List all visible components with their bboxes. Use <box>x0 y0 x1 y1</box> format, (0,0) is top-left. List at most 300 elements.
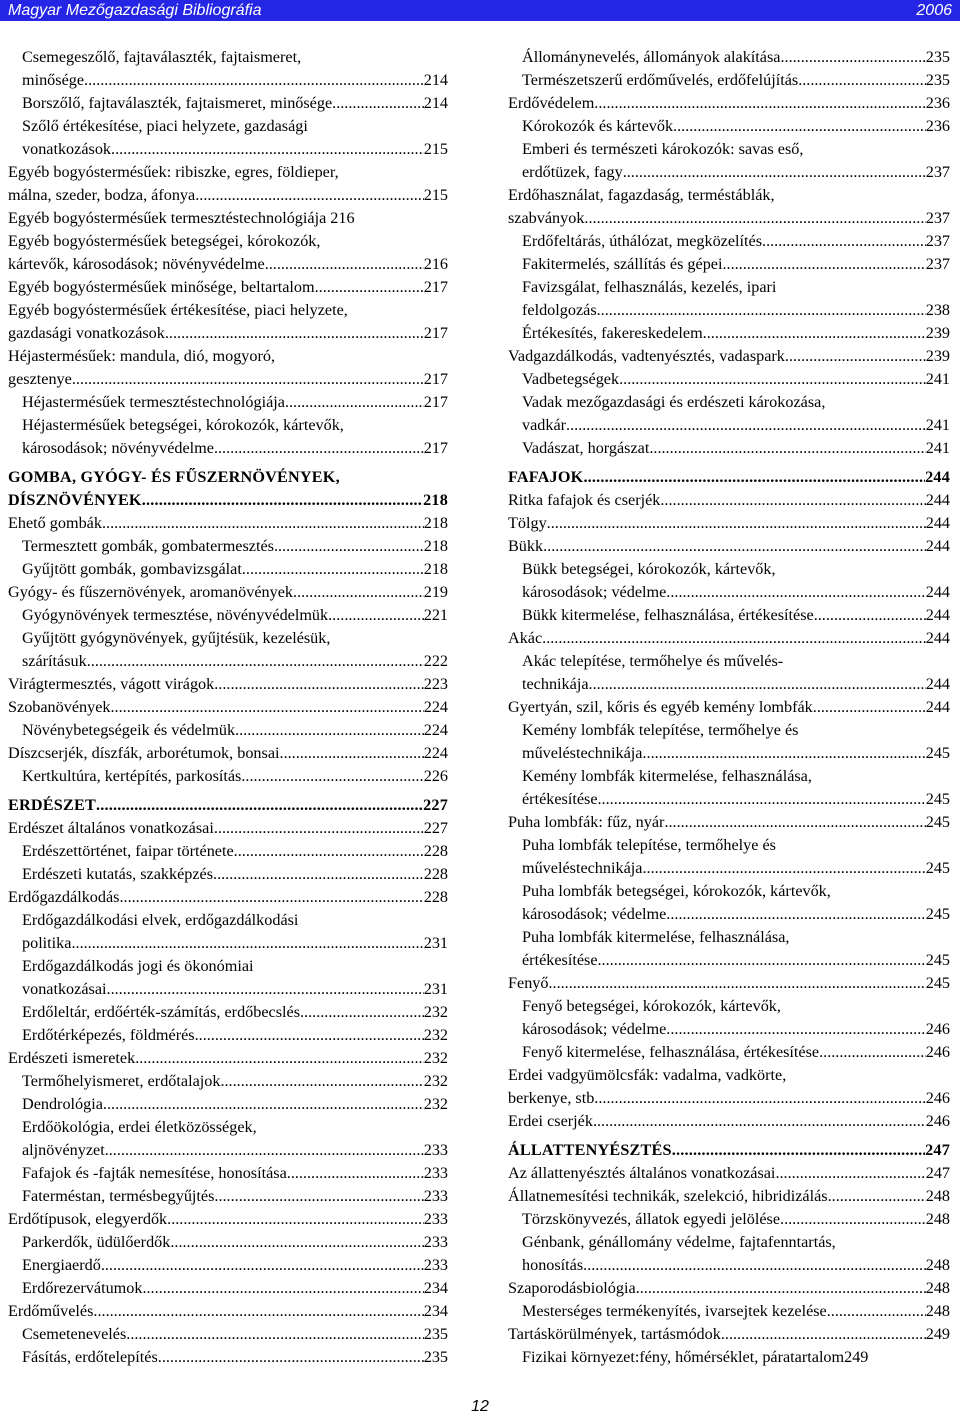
toc-entry <box>508 811 950 834</box>
entry-title: Fenyő <box>508 974 549 992</box>
entry-title: Növénybetegségeik és védelmük <box>22 721 236 739</box>
toc-entry <box>508 46 950 69</box>
dot-leader <box>583 1254 926 1277</box>
right-column <box>508 46 950 1369</box>
entry-title: feldolgozás <box>522 301 597 319</box>
dot-leader <box>664 811 925 834</box>
toc-entry <box>508 880 950 903</box>
entry-title: Emberi és természeti károkozók: savas eső, <box>522 140 804 158</box>
entry-title: Dendrológia <box>22 1095 103 1113</box>
entry-title: Vadak mezőgazdasági és erdészeti károkozása, <box>522 393 826 411</box>
toc-entry <box>8 253 448 276</box>
entry-title: Egyéb bogyóstermésűek betegségei, kórokozók, <box>8 232 321 250</box>
toc-entry <box>508 949 950 972</box>
dot-leader <box>336 92 424 115</box>
dot-leader <box>722 253 925 276</box>
entry-title: károsodások; védelme <box>522 1020 667 1038</box>
page-ref: 214 <box>423 94 448 112</box>
toc-entry <box>508 1300 950 1323</box>
page-ref: 237 <box>925 255 950 273</box>
dot-leader <box>542 627 926 650</box>
toc-entry <box>508 1041 950 1064</box>
entry-title: Tölgy <box>508 514 547 532</box>
toc-entry <box>8 391 448 414</box>
dot-leader <box>300 1001 424 1024</box>
entry-title: Ritka fafajok és cserjék <box>508 491 661 509</box>
entry-title: ÁLLATTENYÉSZTÉS <box>508 1141 672 1159</box>
entry-title: Faterméstan, termésbegyűjtés <box>22 1187 215 1205</box>
entry-title: Kertkultúra, kertépítés, parkosítás <box>22 767 242 785</box>
entry-title: Akác <box>508 629 543 647</box>
page-ref: 237 <box>925 163 950 181</box>
section-heading <box>8 794 448 817</box>
page-ref: 234 <box>423 1279 448 1297</box>
dot-leader <box>649 437 925 460</box>
dot-leader <box>828 1185 926 1208</box>
page-ref: 215 <box>423 186 448 204</box>
dot-leader <box>280 742 424 765</box>
page-ref: 232 <box>423 1026 448 1044</box>
page-ref: 245 <box>925 859 950 877</box>
dot-leader <box>214 817 424 840</box>
entry-title: GOMBA, GYÓGY- ÉS FŰSZERNÖVÉNYEK, <box>8 468 340 486</box>
page-ref: 237 <box>925 232 950 250</box>
page-ref: 234 <box>423 1302 448 1320</box>
entry-title: Szobanövények <box>8 698 111 716</box>
toc-entry <box>8 1139 448 1162</box>
toc-entry <box>508 857 950 880</box>
page-ref: 216 <box>423 255 448 273</box>
entry-title: Értékesítés, fakereskedelem <box>522 324 703 342</box>
page-ref: 218 <box>423 514 448 532</box>
page-ref: 244 <box>925 629 950 647</box>
dot-leader <box>328 604 424 627</box>
page-number: 12 <box>471 1398 489 1415</box>
toc-entry <box>8 558 448 581</box>
entry-title: Fenyő betegségei, kórokozók, kártevők, <box>522 997 781 1015</box>
toc-entry <box>8 1277 448 1300</box>
toc-entry <box>8 1047 448 1070</box>
page-ref: 224 <box>423 744 448 762</box>
page-ref: 239 <box>925 347 950 365</box>
page-ref: 245 <box>925 813 950 831</box>
entry-title: Az állattenyésztés általános vonatkozásai <box>508 1164 776 1182</box>
dot-leader <box>543 535 926 558</box>
dot-leader <box>827 1300 926 1323</box>
dot-leader <box>287 1162 424 1185</box>
entry-title: Vadbetegségek <box>522 370 620 388</box>
toc-entry <box>508 535 950 558</box>
toc-entry <box>508 138 950 161</box>
toc-entry <box>508 604 950 627</box>
entry-title: szárításuk <box>22 652 87 670</box>
dot-leader <box>798 69 926 92</box>
toc-entry <box>508 414 950 437</box>
dot-leader <box>170 1231 423 1254</box>
page-ref: 217 <box>423 439 448 457</box>
entry-title: Fizikai környezet:fény, hőmérséklet, páratartalom249 <box>522 1348 869 1366</box>
dot-leader <box>126 1323 423 1346</box>
entry-title: Erdővédelem <box>508 94 595 112</box>
dot-leader <box>242 558 424 581</box>
page-ref: 246 <box>925 1089 950 1107</box>
page-ref: 244 <box>925 537 950 555</box>
dot-leader <box>285 391 424 414</box>
entry-title: Erdőgazdálkodás <box>8 888 120 906</box>
toc-entry <box>508 972 950 995</box>
toc-entry <box>508 1254 950 1277</box>
page-ref: 233 <box>423 1233 448 1251</box>
toc-entry <box>8 955 448 978</box>
toc-entry <box>8 627 448 650</box>
page-ref: 232 <box>423 1003 448 1021</box>
toc-entry <box>508 558 950 581</box>
dot-leader <box>814 604 926 627</box>
dot-leader <box>167 1208 424 1231</box>
toc-entry <box>508 1162 950 1185</box>
page-ref: 246 <box>925 1112 950 1130</box>
dot-leader <box>673 115 926 138</box>
toc-entry <box>508 345 950 368</box>
toc-entry <box>508 299 950 322</box>
entry-title: Erdőgazdálkodási elvek, erdőgazdálkodási <box>22 911 299 929</box>
entry-title: károsodások; védelme <box>522 583 667 601</box>
dot-leader <box>158 1346 424 1369</box>
page-ref: 244 <box>925 675 950 693</box>
dot-leader <box>214 1185 423 1208</box>
entry-title: Héjastermésűek termesztéstechnológiája <box>22 393 285 411</box>
dot-leader <box>213 863 424 886</box>
section-heading <box>8 489 448 512</box>
toc-entry <box>8 604 448 627</box>
page-ref: 228 <box>423 865 448 883</box>
entry-title: Egyéb bogyóstermésűek termesztéstechnológiája 216 <box>8 209 355 227</box>
toc-entry <box>8 535 448 558</box>
entry-title: Borszőlő, fajtaválaszték, fajtaismeret, minősége. <box>22 94 337 112</box>
toc-entry <box>8 1231 448 1254</box>
page-ref: 233 <box>423 1256 448 1274</box>
entry-title: erdőtüzek, fagy <box>522 163 623 181</box>
dot-leader <box>102 512 424 535</box>
page-ref: 233 <box>423 1164 448 1182</box>
dot-leader <box>265 253 424 276</box>
dot-leader <box>165 322 424 345</box>
entry-title: technikája <box>522 675 589 693</box>
page-ref: 246 <box>925 1043 950 1061</box>
toc-entry <box>8 1208 448 1231</box>
toc-entry <box>508 788 950 811</box>
page-ref: 224 <box>423 721 448 739</box>
entry-title: Fakitermelés, szállítás és gépei <box>522 255 723 273</box>
entry-title: FAFAJOK <box>508 468 584 486</box>
entry-title: Bükk kitermelése, felhasználása, értékesítése <box>522 606 814 624</box>
entry-title: Állománynevelés, állományok alakítása <box>522 48 781 66</box>
toc-entry <box>508 184 950 207</box>
dot-leader <box>105 1139 424 1162</box>
page-ref: 245 <box>925 974 950 992</box>
header-year: 2006 <box>916 2 952 19</box>
toc-entry <box>8 1024 448 1047</box>
page-ref: 244 <box>925 606 950 624</box>
entry-title: Erdőtérképezés, földmérés <box>22 1026 195 1044</box>
bibliography-title: Magyar Mezőgazdasági Bibliográfia <box>8 2 262 19</box>
entry-title: Erdőhasználat, fagazdaság, terméstáblák, <box>508 186 775 204</box>
entry-title: Erdőrezervátumok <box>22 1279 143 1297</box>
entry-title: Erdőművelés <box>8 1302 94 1320</box>
entry-title: Erdőgazdálkodás jogi és ökonómiai <box>22 957 254 975</box>
page-ref: 248 <box>925 1302 950 1320</box>
toc-entry <box>8 673 448 696</box>
toc-entry <box>8 1346 448 1369</box>
dot-leader <box>666 581 925 604</box>
dot-leader <box>619 368 926 391</box>
entry-title: Erdészeti ismeretek <box>8 1049 136 1067</box>
toc-entry <box>8 650 448 673</box>
page-ref: 237 <box>925 209 950 227</box>
toc-entry <box>508 512 950 535</box>
entry-title: Gyűjtött gyógynövények, gyűjtésük, kezelésük, <box>22 629 331 647</box>
entry-title: Fásítás, erdőtelepítés <box>22 1348 158 1366</box>
toc-entry <box>8 161 448 184</box>
toc-entry <box>8 230 448 253</box>
entry-title: Fenyő kitermelése, felhasználása, értékesítése <box>522 1043 820 1061</box>
page-ref: 244 <box>925 468 950 486</box>
dot-leader <box>72 368 424 391</box>
toc-entry <box>8 719 448 742</box>
entry-title: Csemegeszőlő, fajtaválaszték, fajtaismeret, <box>22 48 302 66</box>
page-ref: 248 <box>925 1210 950 1228</box>
page-ref: 249 <box>925 1325 950 1343</box>
toc-entry <box>508 673 950 696</box>
dot-leader <box>785 345 926 368</box>
toc-entry <box>508 1087 950 1110</box>
toc-entry <box>8 138 448 161</box>
dot-leader <box>101 1254 424 1277</box>
page-ref: 241 <box>925 439 950 457</box>
dot-leader <box>111 138 424 161</box>
toc-entry <box>8 1001 448 1024</box>
entry-title: kártevők, károsodások; növényvédelme <box>8 255 265 273</box>
entry-title: Parkerdők, üdülőerdők <box>22 1233 171 1251</box>
dot-leader <box>666 1018 925 1041</box>
page-ref: 247 <box>925 1141 950 1159</box>
toc-entry <box>8 512 448 535</box>
dot-leader <box>214 673 423 696</box>
toc-entry <box>508 1277 950 1300</box>
toc-entry <box>8 886 448 909</box>
toc-entry <box>508 276 950 299</box>
entry-title: Mesterséges termékenyítés, ivarsejtek kezelése <box>522 1302 827 1320</box>
dot-leader <box>721 1323 926 1346</box>
entry-title: Erdészettörténet, faipar története <box>22 842 234 860</box>
page-ref: 239 <box>925 324 950 342</box>
toc-entry <box>508 230 950 253</box>
page-ref: 214 <box>423 71 448 89</box>
entry-title: Erdőtípusok, elegyerdők <box>8 1210 168 1228</box>
dot-leader <box>584 207 925 230</box>
toc-entry <box>508 1323 950 1346</box>
entry-title: Energiaerdő <box>22 1256 101 1274</box>
toc-entry <box>508 650 950 673</box>
toc-entry <box>8 1254 448 1277</box>
entry-title: Erdei vadgyümölcsfák: vadalma, vadkörte, <box>508 1066 787 1084</box>
entry-title: honosítás <box>522 1256 584 1274</box>
entry-title: Kemény lombfák telepítése, termőhelye és <box>522 721 799 739</box>
entry-title: Puha lombfák kitermelése, felhasználása, <box>522 928 790 946</box>
page-ref: 245 <box>925 905 950 923</box>
dot-leader <box>583 466 925 489</box>
dot-leader <box>293 581 424 604</box>
dot-leader <box>119 886 423 909</box>
entry-title: minősége <box>22 71 85 89</box>
dot-leader <box>241 765 423 788</box>
entry-title: Akác telepítése, termőhelye és művelés- <box>522 652 784 670</box>
page-ref: 248 <box>925 1187 950 1205</box>
entry-title: Bükk <box>508 537 544 555</box>
dot-leader <box>703 322 926 345</box>
page-ref: 232 <box>423 1095 448 1113</box>
toc-entry <box>508 253 950 276</box>
dot-leader <box>111 696 424 719</box>
dot-leader <box>819 1041 926 1064</box>
dot-leader <box>666 903 925 926</box>
dot-leader <box>87 650 424 673</box>
entry-title: berkenye, stb. <box>508 1089 599 1107</box>
page-ref: 235 <box>423 1348 448 1366</box>
toc-entry <box>8 581 448 604</box>
toc-entry <box>508 834 950 857</box>
entry-title: Fafajok és -fajták nemesítése, honosítása <box>22 1164 287 1182</box>
dot-leader <box>93 1300 423 1323</box>
toc-entry <box>8 184 448 207</box>
toc-entry <box>8 414 448 437</box>
page-ref: 218 <box>423 491 448 509</box>
dot-leader <box>274 535 424 558</box>
entry-title: aljnövényzet <box>22 1141 105 1159</box>
toc-entry <box>8 1093 448 1116</box>
left-column <box>8 46 448 1369</box>
dot-leader <box>96 794 423 817</box>
page-ref: 217 <box>423 278 448 296</box>
toc-entry <box>8 69 448 92</box>
toc-entry <box>508 92 950 115</box>
page-ref: 246 <box>925 1020 950 1038</box>
entry-title: vadkár <box>522 416 567 434</box>
toc-entry <box>8 742 448 765</box>
dot-leader <box>548 972 925 995</box>
toc-entry <box>508 391 950 414</box>
toc-entry <box>8 46 448 69</box>
page-ref: 224 <box>423 698 448 716</box>
dot-leader <box>598 1087 925 1110</box>
dot-leader <box>636 1277 926 1300</box>
page-ref: 222 <box>423 652 448 670</box>
entry-title: Szaporodásbiológia <box>508 1279 636 1297</box>
toc-entry <box>8 322 448 345</box>
entry-title: Gyógy- és fűszernövények, aromanövények <box>8 583 293 601</box>
toc-entry <box>8 1070 448 1093</box>
page-ref: 238 <box>925 301 950 319</box>
page-ref: 217 <box>423 324 448 342</box>
dot-leader <box>142 1277 423 1300</box>
entry-title: politika <box>22 934 72 952</box>
dot-leader <box>642 742 925 765</box>
toc-entry <box>8 696 448 719</box>
page-ref: 236 <box>925 117 950 135</box>
dot-leader <box>813 696 926 719</box>
entry-title: Vadgazdálkodás, vadtenyésztés, vadaspark <box>508 347 785 365</box>
page-ref: 236 <box>925 94 950 112</box>
page-ref: 228 <box>423 888 448 906</box>
dot-leader <box>623 161 926 184</box>
entry-title: DÍSZNÖVÉNYEK <box>8 491 142 509</box>
entry-title: Törzskönyvezés, állatok egyedi jelölése <box>522 1210 781 1228</box>
toc-entry <box>8 863 448 886</box>
page-ref: 244 <box>925 514 950 532</box>
entry-title: Vadászat, horgászat <box>522 439 650 457</box>
page-ref: 223 <box>423 675 448 693</box>
toc-entry <box>508 1208 950 1231</box>
toc-entry <box>508 1185 950 1208</box>
toc-entry <box>8 909 448 932</box>
toc-entry <box>8 1116 448 1139</box>
toc-entry <box>8 1162 448 1185</box>
page-ref: 241 <box>925 416 950 434</box>
entry-title: Puha lombfák telepítése, termőhelye és <box>522 836 776 854</box>
dot-leader <box>589 673 926 696</box>
entry-title: Díszcserjék, díszfák, arborétumok, bonsai <box>8 744 280 762</box>
toc-entry <box>8 1185 448 1208</box>
page-ref: 245 <box>925 951 950 969</box>
page-ref: 226 <box>423 767 448 785</box>
entry-title: vonatkozásai <box>22 980 107 998</box>
dot-leader <box>84 69 424 92</box>
dot-leader <box>780 1208 926 1231</box>
entry-title: Héjastermésűek betegségei, kórokozók, kártevők, <box>22 416 344 434</box>
page-ref: 247 <box>925 1164 950 1182</box>
dot-leader <box>642 857 925 880</box>
entry-title: Ehető gombák <box>8 514 102 532</box>
entry-title: vonatkozások <box>22 140 112 158</box>
dot-leader <box>672 1139 925 1162</box>
page-ref: 245 <box>925 744 950 762</box>
entry-title: Termőhelyismeret, erdőtalajok <box>22 1072 221 1090</box>
toc-entry <box>8 115 448 138</box>
entry-title: Génbank, génállomány védelme, fajtafenntartás, <box>522 1233 836 1251</box>
dot-leader <box>597 299 926 322</box>
toc-entry <box>508 437 950 460</box>
page-ref: 228 <box>423 842 448 860</box>
page-ref: 232 <box>423 1049 448 1067</box>
toc-entry <box>508 926 950 949</box>
entry-title: Erdőfeltárás, úthálózat, megközelítés <box>522 232 763 250</box>
entry-title: Erdőleltár, erdőérték-számítás, erdőbecslés <box>22 1003 301 1021</box>
entry-title: Virágtermesztés, vágott virágok <box>8 675 215 693</box>
toc-entry <box>508 627 950 650</box>
toc-entry <box>508 368 950 391</box>
dot-leader <box>660 489 925 512</box>
entry-title: értékesítése <box>522 951 598 969</box>
dot-leader <box>135 1047 424 1070</box>
entry-title: műveléstechnikája <box>522 744 643 762</box>
entry-title: Puha lombfák: fűz, nyár <box>508 813 665 831</box>
entry-title: Bükk betegségei, kórokozók, kártevők, <box>522 560 776 578</box>
entry-title: gesztenye <box>8 370 72 388</box>
entry-title: Héjastermésűek: mandula, dió, mogyoró, <box>8 347 276 365</box>
dot-leader <box>71 932 423 955</box>
page-ref: 233 <box>423 1210 448 1228</box>
toc-entry <box>508 581 950 604</box>
